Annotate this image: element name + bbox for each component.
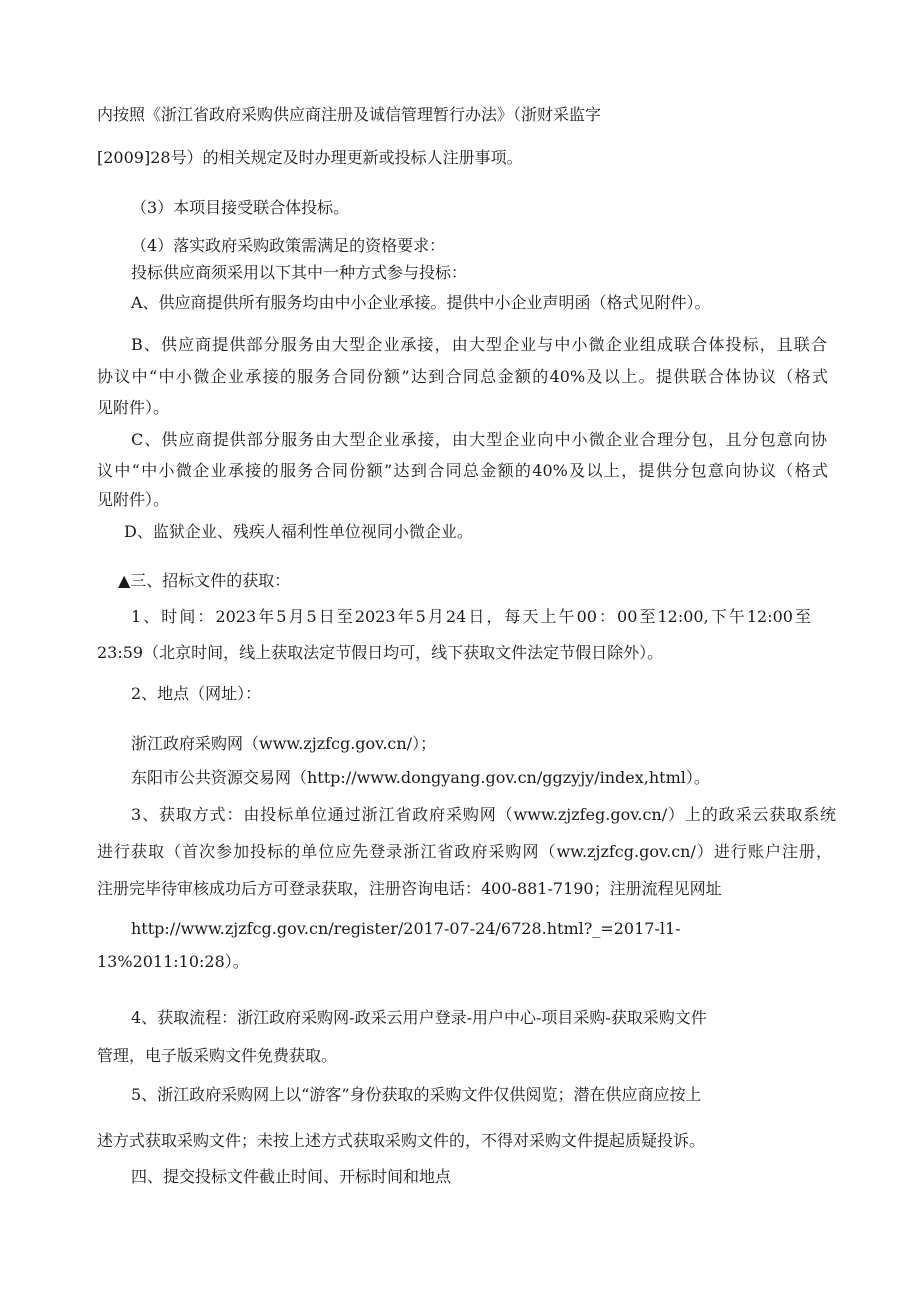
text-line-17: 2、地点（网址）： [131,684,262,703]
text-line-8: 协议中“中小微企业承接的服务合同份额”达到合同总金额的40%及以上。提供联合体协议（格式 [97,367,828,386]
text-line-12: 见附件）。 [97,490,170,509]
text-line-23: http://www.zjzfcg.gov.cn/register/2017-07-24/6728.html?_=2017-l1- [131,919,681,938]
text-line-25: 4、获取流程：浙江政府采购网-政采云用户登录-用户中心-项目采购-获取采购文件 [131,1008,707,1027]
text-line-1: 内按照《浙江省政府采购供应商注册及诚信管理暂行办法》（浙财采监字 [97,105,602,124]
text-line-13: D、监狱企业、残疾人福利性单位视同小微企业。 [124,522,473,541]
text-line-15: 1、时间：2023年5月5日至2023年5月24日，每天上午00：00至12:00,下午12:00至 [131,607,811,626]
text-line-26: 管理，电子版采购文件免费获取。 [97,1046,338,1065]
section-heading-3: ▲三、招标文件的获取： [118,571,291,590]
text-line-7: B、供应商提供部分服务由大型企业承接，由大型企业与中小微企业组成联合体投标，且联合 [131,335,827,354]
text-line-28: 述方式获取采购文件；未按上述方式获取采购文件的，不得对采购文件提起质疑投诉。 [97,1131,706,1150]
text-line-21: 进行获取（首次参加投标的单位应先登录浙江省政府采购网（ww.zjzfcg.gov.cn/）进行账户注册， [97,842,832,861]
text-line-11: 议中“中小微企业承接的服务合同份额”达到合同总金额的40%及以上，提供分包意向协议（格式 [97,461,828,480]
text-line-24: 13%2011:10:28）。 [97,952,249,971]
text-line-20: 3、获取方式：由投标单位通过浙江省政府采购网（www.zjzfeg.gov.cn/）上的政采云获取系统 [131,805,836,824]
text-line-10: C、供应商提供部分服务由大型企业承接，由大型企业向中小微企业合理分包，且分包意向协 [131,430,827,449]
text-line-6: A、供应商提供所有服务均由中小企业承接。提供中小企业声明函（格式见附件）。 [131,293,711,312]
text-line-22: 注册完毕待审核成功后方可登录获取，注册咨询电话：400-881-7190；注册流程见网址 [97,879,722,898]
text-line-18: 浙江政府采购网（www.zjzfcg.gov.cn/）； [131,734,437,753]
text-line-5: 投标供应商须采用以下其中一种方式参与投标： [131,263,468,282]
section-heading-4: 四、提交投标文件截止时间、开标时间和地点 [131,1167,452,1186]
text-line-19: 东阳市公共资源交易网（http://www.dongyang.gov.cn/ggzyjy/index,html）。 [131,768,710,787]
text-line-27: 5、浙江政府采购网上以“游客”身份获取的采购文件仅供阅览；潜在供应商应按上 [131,1085,702,1104]
text-line-3: （3）本项目接受联合体投标。 [131,198,350,217]
text-line-16: 23:59（北京时间，线上获取法定节假日均可，线下获取文件法定节假日除外）。 [97,643,664,662]
text-line-2: [2009]28号）的相关规定及时办理更新或投标人注册事项。 [97,148,523,167]
text-line-4: （4）落实政府采购政策需满足的资格要求： [131,236,446,255]
text-line-9: 见附件）。 [97,398,170,417]
